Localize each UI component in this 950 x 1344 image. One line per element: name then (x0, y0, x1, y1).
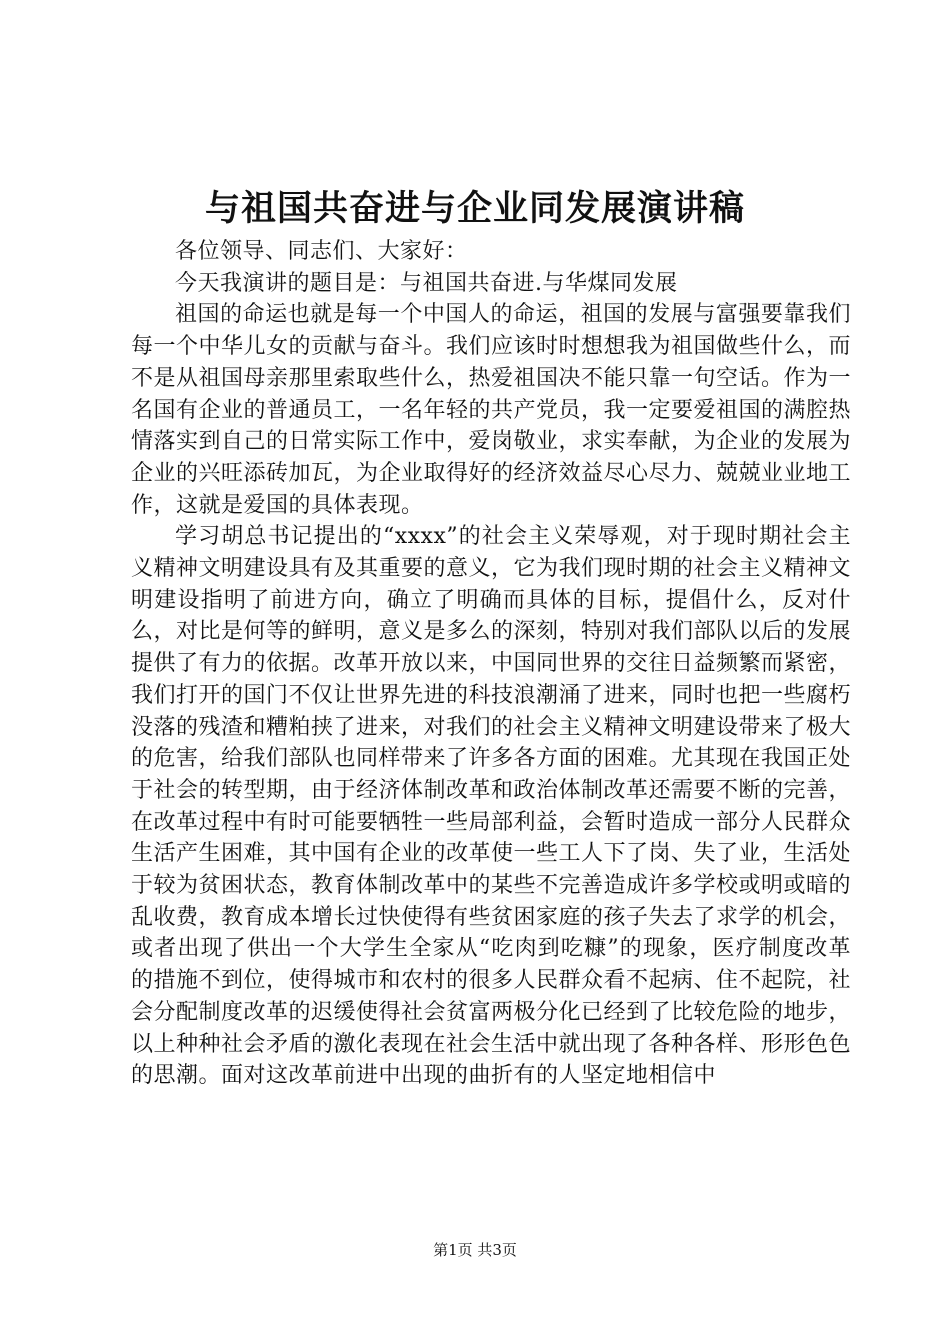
document-title: 与祖国共奋进与企业同发展演讲稿 (204, 188, 745, 229)
body-paragraph: 学习胡总书记提出的“xxxx”的社会主义荣辱观，对于现时期社会主义精神文明建设具有及其重要的意义，它为我们现时期的社会主义精神文明建设指明了前进方向，确立了明确而具体的目标，提倡什么，反对什么，对比是何等的鲜明，意义是多么的深刻，特别对我们部队以后的发展提供了有力的依据。改革开放以来，中国同世界的交往日益频繁而紧密，我们打开的国门不仅让世界先进的科技浪潮涌了进来，同时也把一些腐朽没落的残渣和糟粕挟了进来，对我们的社会主义精神文明建设带来了极大的危害，给我们部队也同样带来了许多各方面的困难。尤其现在我国正处于社会的转型期，由于经济体制改革和政治体制改革还需要不断的完善，在改革过程中有时可能要牺牲一些局部利益，会暂时造成一部分人民群众生活产生困难，其中国有企业的改革使一些工人下了岗、失了业，生活处于较为贫困状态，教育体制改革中的某些不完善造成许多学校或明或暗的乱收费，教育成本增长过快使得有些贫困家庭的孩子失去了求学的机会，或者出现了供出一个大学生全家从“吃肉到吃糠”的现象，医疗制度改革的措施不到位，使得城市和农村的很多人民群众看不起病、住不起院，社会分配制度改革的迟缓使得社会贫富两极分化已经到了比较危险的地步，以上种种社会矛盾的激化表现在社会生活中就出现了各种各样、形形色色的思潮。面对这改革前进中出现的曲折有的人坚定地相信中 (131, 524, 852, 1089)
document-body (131, 236, 851, 1092)
page-number: 第1页 共3页 (433, 1241, 517, 1259)
topic-paragraph: 今天我演讲的题目是：与祖国共奋进.与华煤同发展 (175, 270, 678, 296)
greeting-paragraph: 各位领导、同志们、大家好： (175, 239, 468, 264)
body-paragraph: 祖国的命运也就是每一个中国人的命运，祖国的发展与富强要靠我们每一个中华儿女的贡献与奋斗。我们应该时时想想我为祖国做些什么，而不是从祖国母亲那里索取些什么，热爱祖国决不能只靠一句空话。作为一名国有企业的普通员工，一名年轻的共产党员，我一定要爱祖国的满腔热情落实到自己的日常实际工作中，爱岗敬业，求实奉献，为企业的发展为企业的兴旺添砖加瓦，为企业取得好的经济效益尽心尽力、兢兢业业地工作，这就是爱国的具体表现。 (131, 302, 852, 518)
